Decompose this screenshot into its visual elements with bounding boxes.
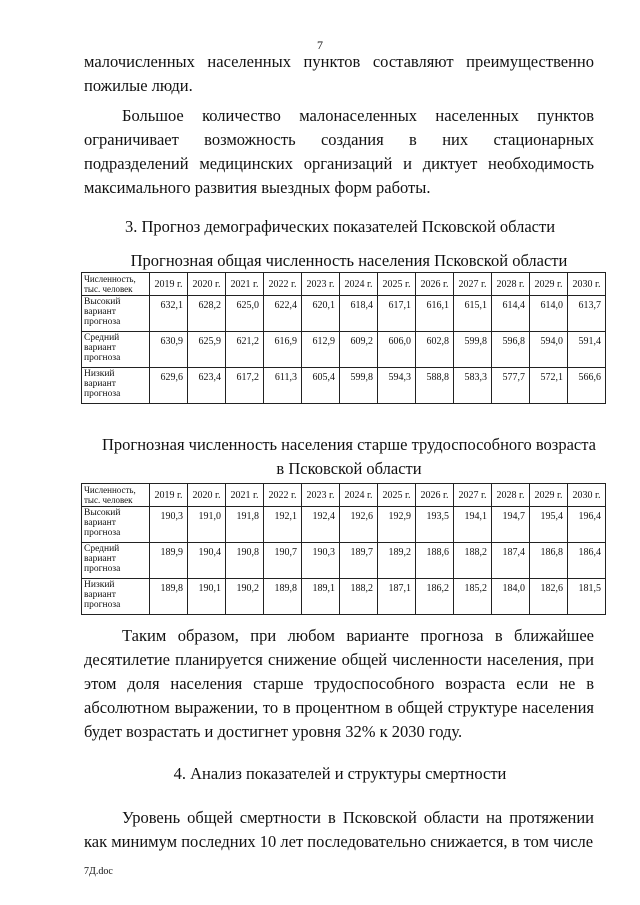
table-cell: 599,8 — [454, 332, 492, 368]
table-cell: 620,1 — [302, 296, 340, 332]
table-cell: 588,8 — [416, 368, 454, 404]
table-cell: 599,8 — [340, 368, 378, 404]
year-header: 2027 г. — [454, 484, 492, 507]
elderly-population-forecast-table — [81, 483, 606, 615]
table-row — [82, 368, 606, 404]
year-header: 2024 г. — [340, 273, 378, 296]
table-cell: 185,2 — [454, 579, 492, 615]
table2-title-line-1: Прогнозная численность населения старше трудоспособного возраста — [102, 435, 596, 454]
table-cell: 609,2 — [340, 332, 378, 368]
intro-paragraph-1: малочисленных населенных пунктов составляют преимущественно пожилые люди. — [84, 52, 594, 95]
table-cell: 617,1 — [378, 296, 416, 332]
year-header: 2029 г. — [530, 273, 568, 296]
table-cell: 189,9 — [150, 543, 188, 579]
year-header: 2030 г. — [568, 273, 606, 296]
table-cell: 614,0 — [530, 296, 568, 332]
table-cell: 188,2 — [454, 543, 492, 579]
table-cell: 182,6 — [530, 579, 568, 615]
row-label: Высокий вариант прогноза — [82, 507, 150, 543]
year-header: 2019 г. — [150, 273, 188, 296]
table-cell: 625,9 — [188, 332, 226, 368]
table-cell: 193,5 — [416, 507, 454, 543]
table-cell: 602,8 — [416, 332, 454, 368]
table-cell: 194,1 — [454, 507, 492, 543]
table-cell: 189,1 — [302, 579, 340, 615]
table-cell: 190,2 — [226, 579, 264, 615]
table-cell: 188,2 — [340, 579, 378, 615]
table-header-row — [82, 484, 606, 507]
row-label: Низкий вариант прогноза — [82, 368, 150, 404]
table-cell: 187,4 — [492, 543, 530, 579]
year-header: 2029 г. — [530, 484, 568, 507]
year-header: 2026 г. — [416, 484, 454, 507]
table-cell: 196,4 — [568, 507, 606, 543]
table-cell: 191,0 — [188, 507, 226, 543]
year-header: 2023 г. — [302, 484, 340, 507]
year-header: 2026 г. — [416, 273, 454, 296]
table-cell: 192,4 — [302, 507, 340, 543]
section-4-paragraph: Уровень общей смертности в Псковской области на протяжении как минимум последних 10 лет последовательно снижается, в том числе — [84, 808, 594, 851]
year-header: 2025 г. — [378, 484, 416, 507]
table-cell: 623,4 — [188, 368, 226, 404]
table-row — [82, 296, 606, 332]
page-number: 7 — [317, 38, 323, 52]
year-header: 2028 г. — [492, 273, 530, 296]
table-cell: 189,8 — [150, 579, 188, 615]
table-cell: 616,1 — [416, 296, 454, 332]
table-cell: 621,2 — [226, 332, 264, 368]
table-cell: 605,4 — [302, 368, 340, 404]
table-cell: 188,6 — [416, 543, 454, 579]
table-cell: 189,2 — [378, 543, 416, 579]
table-row — [82, 579, 606, 615]
table-cell: 190,3 — [302, 543, 340, 579]
table-cell: 613,7 — [568, 296, 606, 332]
table2-title-line-2: в Псковской области — [276, 459, 422, 478]
year-header: 2020 г. — [188, 273, 226, 296]
year-header: 2021 г. — [226, 484, 264, 507]
year-header: 2027 г. — [454, 273, 492, 296]
table-cell: 187,1 — [378, 579, 416, 615]
table-header-label: Численность, тыс. человек — [82, 273, 150, 296]
table-cell: 186,4 — [568, 543, 606, 579]
year-header: 2023 г. — [302, 273, 340, 296]
row-label: Высокий вариант прогноза — [82, 296, 150, 332]
table-header-row — [82, 273, 606, 296]
row-label: Средний вариант прогноза — [82, 543, 150, 579]
table-cell: 618,4 — [340, 296, 378, 332]
year-header: 2025 г. — [378, 273, 416, 296]
table-cell: 184,0 — [492, 579, 530, 615]
table-cell: 594,3 — [378, 368, 416, 404]
table-cell: 632,1 — [150, 296, 188, 332]
table-cell: 189,7 — [340, 543, 378, 579]
table-cell: 630,9 — [150, 332, 188, 368]
population-forecast-table — [81, 272, 606, 404]
table-cell: 622,4 — [264, 296, 302, 332]
table-cell: 189,8 — [264, 579, 302, 615]
year-header: 2021 г. — [226, 273, 264, 296]
section-3-heading: 3. Прогноз демографических показателей Псковской области — [124, 217, 556, 236]
table-cell: 186,8 — [530, 543, 568, 579]
table-cell: 195,4 — [530, 507, 568, 543]
table-cell: 606,0 — [378, 332, 416, 368]
table-cell: 566,6 — [568, 368, 606, 404]
year-header: 2019 г. — [150, 484, 188, 507]
table-cell: 181,5 — [568, 579, 606, 615]
table-cell: 190,1 — [188, 579, 226, 615]
year-header: 2024 г. — [340, 484, 378, 507]
year-header: 2022 г. — [264, 484, 302, 507]
table-cell: 614,4 — [492, 296, 530, 332]
year-header: 2030 г. — [568, 484, 606, 507]
table-cell: 190,3 — [150, 507, 188, 543]
table-cell: 629,6 — [150, 368, 188, 404]
table-cell: 186,2 — [416, 579, 454, 615]
file-name-footer: 7Д.doc — [84, 866, 113, 877]
conclusion-paragraph: Таким образом, при любом варианте прогноза в ближайшее десятилетие планируется снижение общей численности населения, при этом доля населения старше трудоспособного возраста если не в абсолютном выражении, то в процентном в общей структуре населения будет возрастать и достигнет уровня 32% к 2030 году. — [84, 626, 594, 741]
table-cell: 591,4 — [568, 332, 606, 368]
table-row — [82, 332, 606, 368]
year-header: 2028 г. — [492, 484, 530, 507]
table-cell: 192,9 — [378, 507, 416, 543]
table-cell: 192,1 — [264, 507, 302, 543]
table-cell: 628,2 — [188, 296, 226, 332]
table-cell: 190,7 — [264, 543, 302, 579]
table-cell: 615,1 — [454, 296, 492, 332]
table-cell: 616,9 — [264, 332, 302, 368]
table-cell: 617,2 — [226, 368, 264, 404]
table-cell: 583,3 — [454, 368, 492, 404]
year-header: 2020 г. — [188, 484, 226, 507]
section-4-heading: 4. Анализ показателей и структуры смертности — [173, 764, 507, 783]
table-cell: 625,0 — [226, 296, 264, 332]
table-cell: 190,8 — [226, 543, 264, 579]
table-cell: 596,8 — [492, 332, 530, 368]
table-cell: 611,3 — [264, 368, 302, 404]
table-cell: 192,6 — [340, 507, 378, 543]
table-cell: 572,1 — [530, 368, 568, 404]
table-cell: 594,0 — [530, 332, 568, 368]
row-label: Средний вариант прогноза — [82, 332, 150, 368]
table-cell: 577,7 — [492, 368, 530, 404]
year-header: 2022 г. — [264, 273, 302, 296]
table-row — [82, 543, 606, 579]
table1-title: Прогнозная общая численность населения Псковской области — [130, 251, 568, 270]
table-cell: 194,7 — [492, 507, 530, 543]
table-cell: 191,8 — [226, 507, 264, 543]
table-cell: 190,4 — [188, 543, 226, 579]
intro-paragraph-2: Большое количество малонаселенных населенных пунктов ограничивает возможность создания в них стационарных подразделений медицинских организаций и диктует необходимость максимального развития выездных форм работы. — [84, 106, 594, 197]
table-header-label: Численность, тыс. человек — [82, 484, 150, 507]
table-row — [82, 507, 606, 543]
row-label: Низкий вариант прогноза — [82, 579, 150, 615]
table-cell: 612,9 — [302, 332, 340, 368]
